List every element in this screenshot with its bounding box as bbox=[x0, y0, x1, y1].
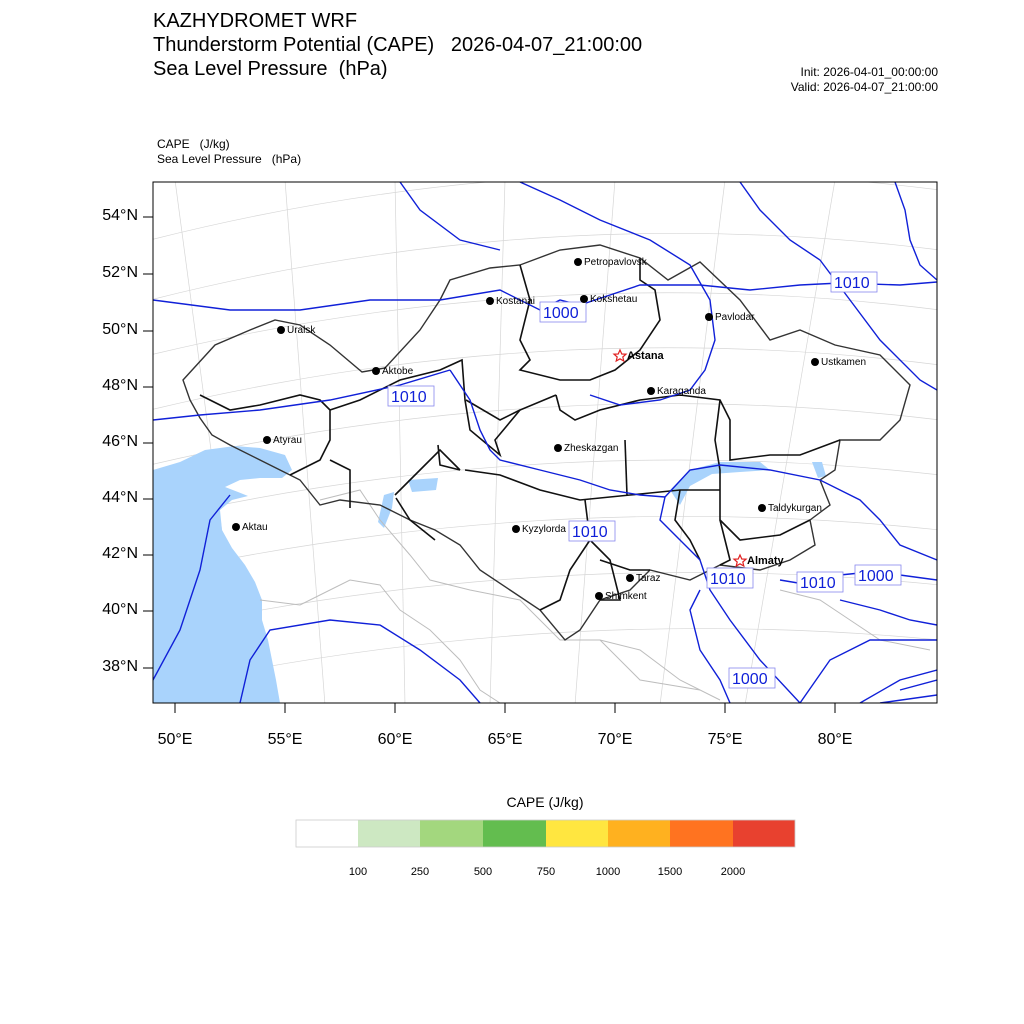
capital-star-astana bbox=[614, 350, 626, 361]
city-label: Shimkent bbox=[605, 591, 647, 602]
lat-label: 38°N bbox=[102, 658, 138, 675]
isobar-label: 1000 bbox=[543, 305, 579, 322]
colorbar-label: 2000 bbox=[720, 866, 746, 878]
lon-label: 50°E bbox=[157, 731, 193, 748]
city-label: Almaty bbox=[747, 555, 784, 567]
title-line-1: KAZHYDROMET WRF bbox=[153, 10, 358, 32]
lat-label: 46°N bbox=[102, 433, 138, 450]
isobar-label: 1010 bbox=[800, 575, 836, 592]
lat-label: 52°N bbox=[102, 264, 138, 281]
isobar-labels bbox=[388, 272, 901, 688]
city-label: Aktobe bbox=[382, 366, 414, 377]
lon-label: 75°E bbox=[707, 731, 743, 748]
lat-label: 48°N bbox=[102, 377, 138, 394]
caspian-sea bbox=[153, 446, 292, 703]
lon-label: 70°E bbox=[597, 731, 633, 748]
lon-label: 55°E bbox=[267, 731, 303, 748]
lat-label: 54°N bbox=[102, 207, 138, 224]
city-label: Petropavlovsk bbox=[584, 257, 647, 268]
colorbar-label: 1500 bbox=[657, 866, 683, 878]
colorbar bbox=[296, 820, 795, 847]
isobar-label: 1010 bbox=[572, 524, 608, 541]
isobar-label: 1010 bbox=[391, 389, 427, 406]
city-label: Atyrau bbox=[273, 435, 302, 446]
colorbar-label: 500 bbox=[473, 866, 493, 878]
lat-label: 44°N bbox=[102, 489, 138, 506]
city-label: Kokshetau bbox=[590, 294, 638, 305]
lat-label: 40°N bbox=[102, 601, 138, 618]
valid-time: Valid: 2026-04-07_21:00:00 bbox=[790, 80, 938, 94]
lon-label: 60°E bbox=[377, 731, 413, 748]
lat-label: 42°N bbox=[102, 545, 138, 562]
isobar-label: 1010 bbox=[710, 571, 746, 588]
city-label: Zheskazgan bbox=[564, 443, 619, 454]
isobar-label: 1010 bbox=[834, 275, 870, 292]
city-label: Astana bbox=[627, 350, 664, 362]
lat-label: 50°N bbox=[102, 321, 138, 338]
lon-label: 65°E bbox=[487, 731, 523, 748]
lon-label: 80°E bbox=[817, 731, 853, 748]
init-time: Init: 2026-04-01_00:00:00 bbox=[800, 65, 938, 79]
city-label: Kyzylorda bbox=[522, 524, 566, 535]
colorbar-label: 750 bbox=[536, 866, 556, 878]
capital-star-almaty bbox=[734, 555, 746, 566]
city-label: Uralsk bbox=[287, 325, 316, 336]
colorbar-label: 1000 bbox=[595, 866, 621, 878]
title-line-2: Thunderstorm Potential (CAPE) 2026-04-07_21:00:00 bbox=[153, 34, 643, 56]
aral-sea bbox=[378, 492, 394, 528]
city-label: Pavlodar bbox=[715, 312, 755, 323]
city-label: Aktau bbox=[242, 522, 268, 533]
city-label: Ustkamen bbox=[821, 357, 867, 368]
field-label-slp: Sea Level Pressure (hPa) bbox=[157, 152, 302, 166]
colorbar-label: 250 bbox=[410, 866, 430, 878]
city-label: Taraz bbox=[636, 573, 661, 584]
field-label-cape: CAPE (J/kg) bbox=[157, 137, 230, 151]
isobar-label: 1000 bbox=[858, 568, 894, 585]
city-label: Kostanai bbox=[496, 296, 535, 307]
colorbar-title: CAPE (J/kg) bbox=[506, 794, 584, 810]
title-line-3: Sea Level Pressure (hPa) bbox=[153, 58, 388, 80]
colorbar-label: 100 bbox=[348, 866, 368, 878]
isobar-label: 1000 bbox=[732, 671, 768, 688]
city-label: Karaganda bbox=[657, 386, 706, 397]
aral-sea-east bbox=[408, 478, 438, 492]
region-borders bbox=[200, 258, 840, 610]
city-label: Taldykurgan bbox=[768, 503, 822, 514]
